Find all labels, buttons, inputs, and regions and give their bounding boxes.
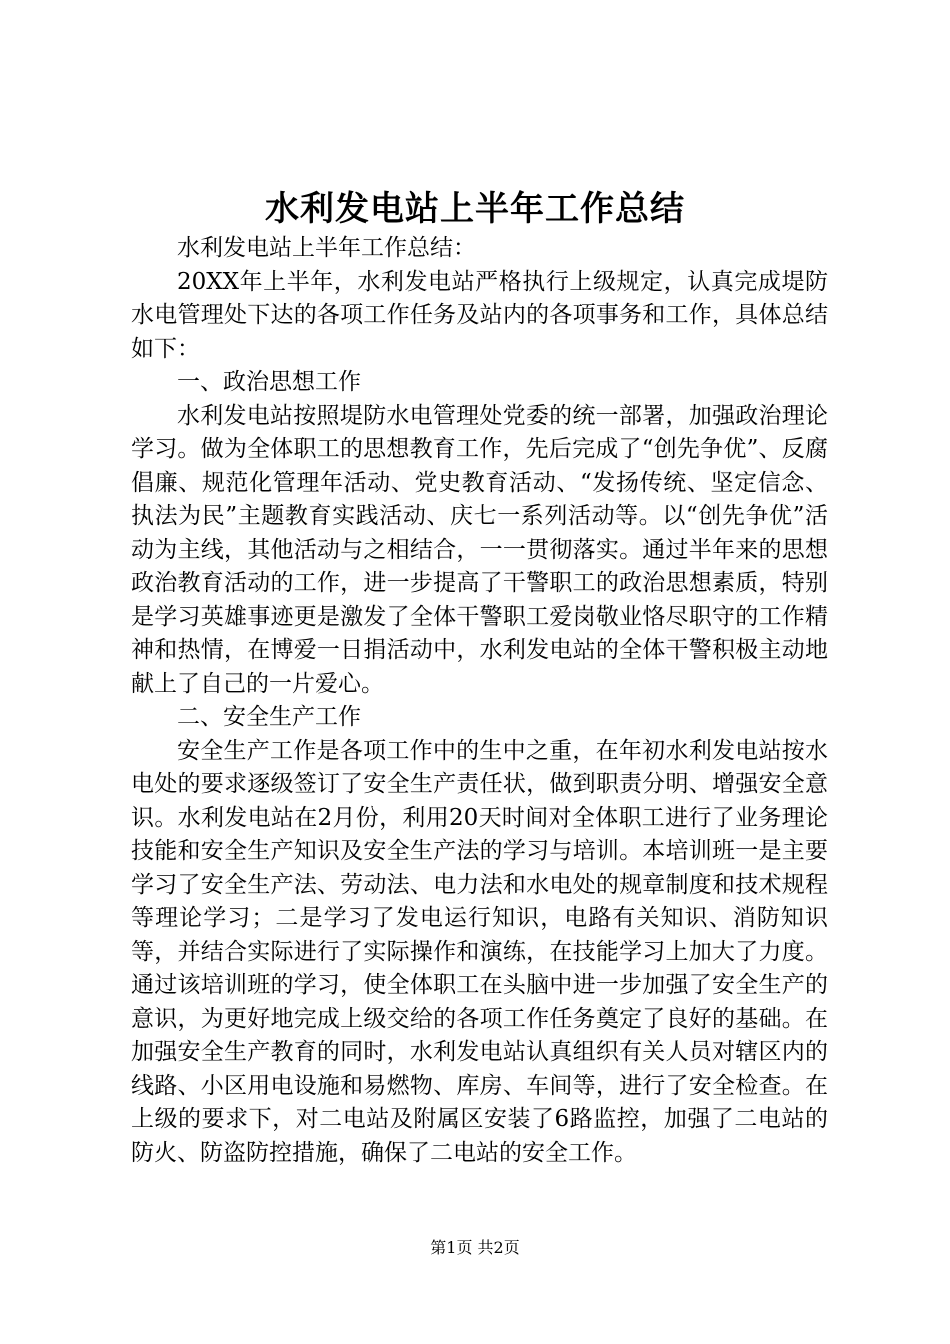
paragraph-political: 水利发电站按照堤防水电管理处党委的统一部署，加强政治理论学习。做为全体职工的思想教育工作，先后完成了“创先争优”、反腐倡廉、规范化管理年活动、党史教育活动、“发扬传统、坚定信念、执法为民”主题教育实践活动、庆七一系列活动等。以“创先争优”活动为主线，其他活动与之相结合，一一贯彻落实。通过半年来的思想政治教育活动的工作，进一步提高了干警职工的政治思想素质，特别是学习英雄事迹更是激发了全体干警职工爱岗敬业恪尽职守的工作精神和热情，在博爱一日捐活动中，水利发电站的全体干警积极主动地献上了自己的一片爱心。	[131, 402, 828, 697]
paragraph-intro: 水利发电站上半年工作总结：	[177, 235, 476, 261]
paragraph-summary: 20XX年上半年，水利发电站严格执行上级规定，认真完成堤防水电管理处下达的各项工作任务及站内的各项事务和工作，具体总结如下：	[131, 268, 828, 362]
paragraph-safety: 安全生产工作是各项工作中的生中之重，在年初水利发电站按水电处的要求逐级签订了安全生产责任状，做到职责分明、增强安全意识。水利发电站在2月份，利用20天时间对全体职工进行了业务理论技能和安全生产知识及安全生产法的学习与培训。本培训班一是主要学习了安全生产法、劳动法、电力法和水电处的规章制度和技术规程等理论学习；二是学习了发电运行知识，电路有关知识、消防知识等，并结合实际进行了实际操作和演练，在技能学习上加大了力度。通过该培训班的学习，使全体职工在头脑中进一步加强了安全生产的意识，为更好地完成上级交给的各项工作任务奠定了良好的基础。在加强安全生产教育的同时，水利发电站认真组织有关人员对辖区内的线路、小区用电设施和易燃物、库房、车间等，进行了安全检查。在上级的要求下，对二电站及附属区安装了6路监控，加强了二电站的防火、防盗防控措施，确保了二电站的安全工作。	[131, 737, 828, 1166]
section-heading-safety: 二、安全生产工作	[177, 704, 361, 730]
document-body	[131, 232, 828, 1170]
page-number-footer: 第1页 共2页	[430, 1238, 520, 1257]
document-title: 水利发电站上半年工作总结	[265, 189, 685, 229]
section-heading-political: 一、政治思想工作	[177, 369, 361, 395]
